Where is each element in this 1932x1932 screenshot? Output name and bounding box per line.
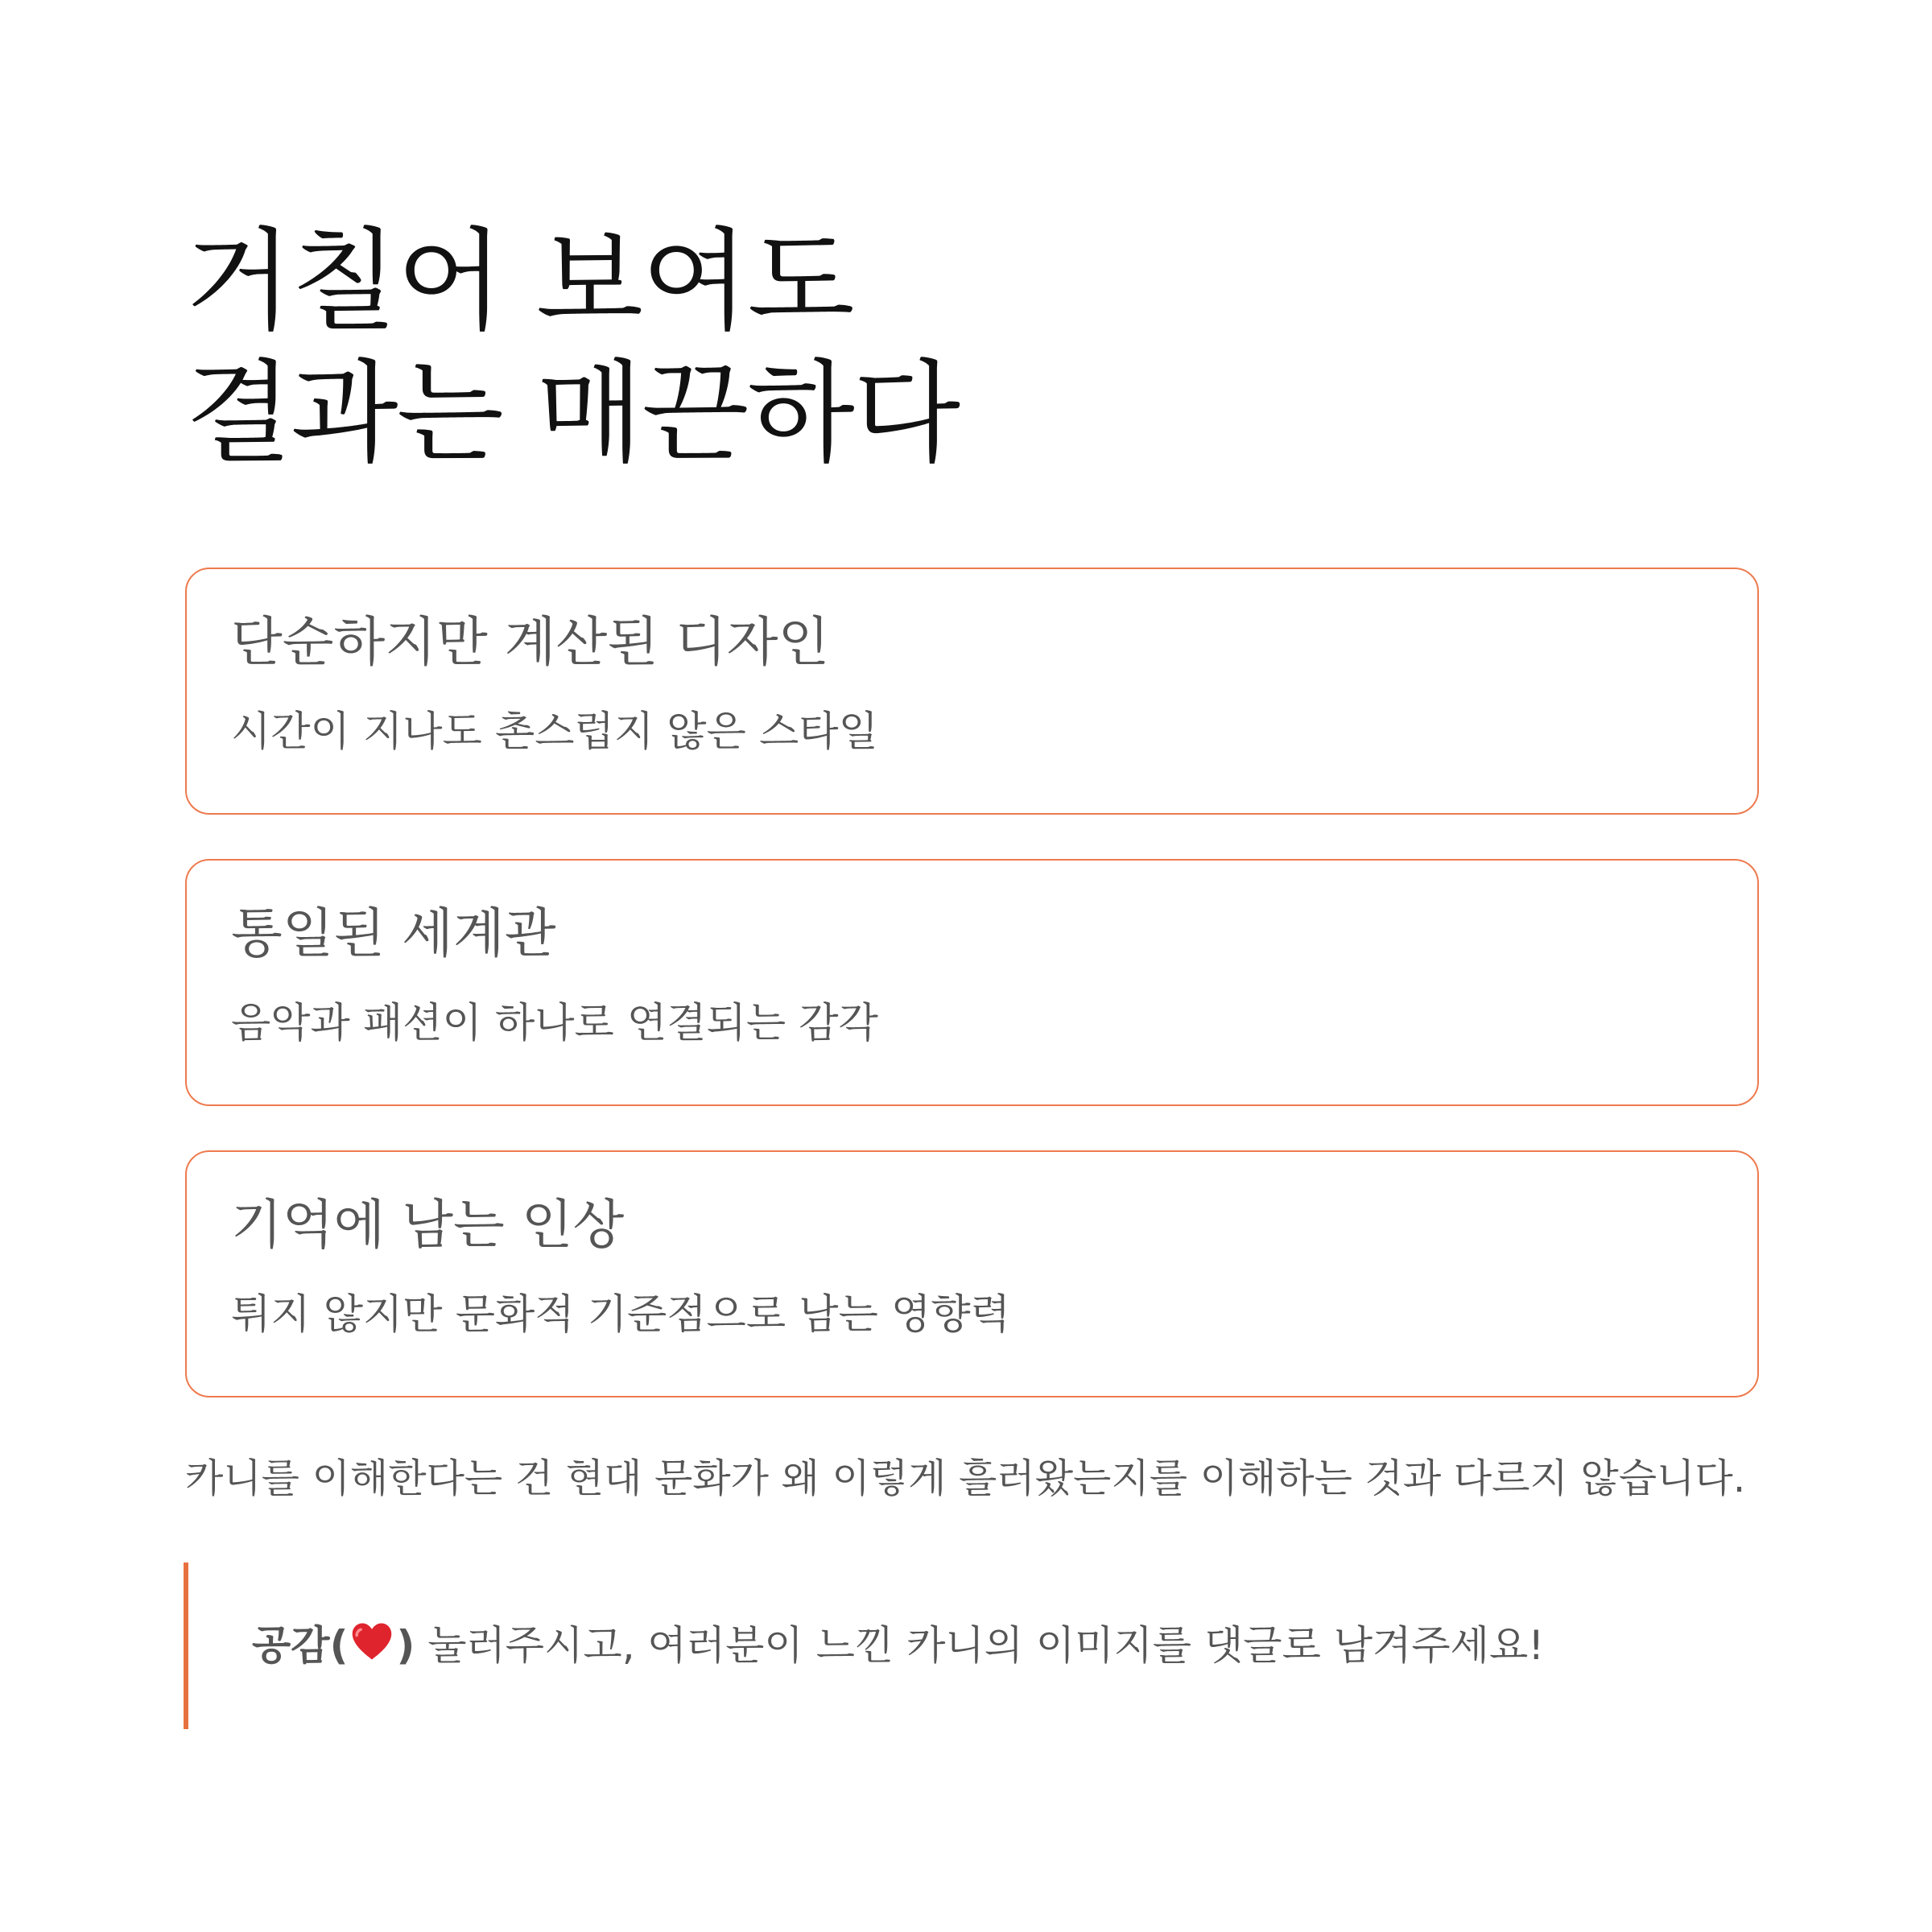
like-prefix: 공감( bbox=[252, 1622, 349, 1669]
feature-card-title: 단순하지만 계산된 디자인 bbox=[231, 611, 830, 673]
heart-icon bbox=[349, 1620, 394, 1675]
feature-card-design bbox=[185, 568, 1759, 815]
like-suffix: ) bbox=[396, 1622, 415, 1669]
feature-card-description: 튀지 않지만 문화적 기준점으로 남는 영향력 bbox=[231, 1291, 1010, 1339]
feature-card-worldview bbox=[185, 859, 1759, 1106]
feature-card-title: 통일된 세계관 bbox=[231, 902, 556, 964]
feature-card-description: 시간이 지나도 촌스럽지 않은 스타일 bbox=[231, 708, 878, 756]
title-line-2: 결과는 매끈하다 bbox=[185, 349, 960, 478]
feature-card-title: 기억에 남는 인상 bbox=[231, 1194, 625, 1256]
feature-card-impression bbox=[185, 1150, 1759, 1397]
callout-message: 눌러주시고, 여러분이 느낀 카니의 이미지를 댓글로 남겨주세요! bbox=[415, 1622, 1545, 1669]
callout-text bbox=[252, 1619, 1544, 1675]
summary-text: 카니를 이해한다는 건 현대 문화가 왜 이렇게 흘러왔는지를 이해하는 것과 다르지 않습니다. bbox=[185, 1455, 1746, 1501]
feature-card-description: 음악과 패션이 하나로 연결되는 감각 bbox=[231, 1000, 878, 1047]
title-line-1: 거칠어 보여도 bbox=[185, 217, 853, 346]
page-title bbox=[185, 216, 959, 480]
callout-quote bbox=[184, 1563, 1718, 1729]
